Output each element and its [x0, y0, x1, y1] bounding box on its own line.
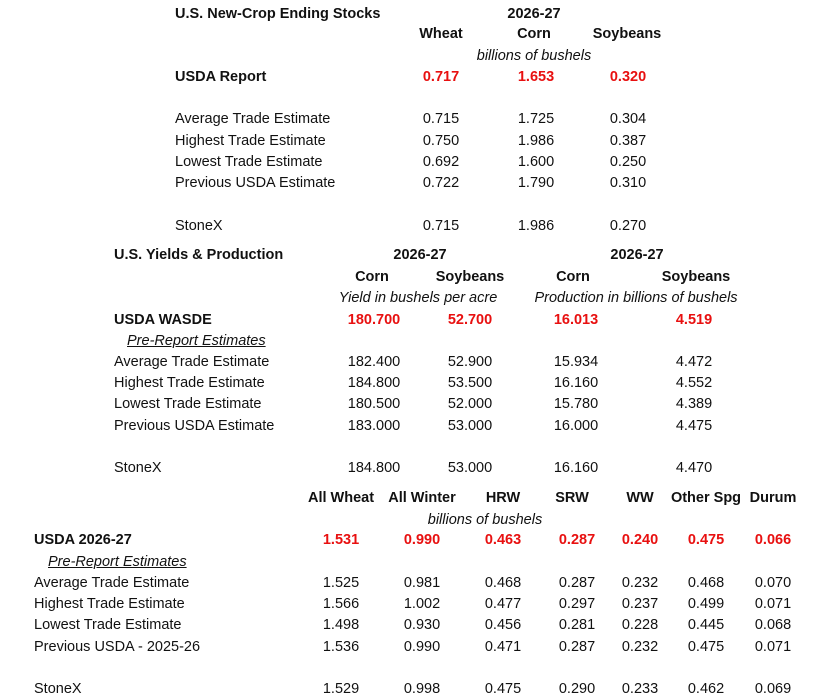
cell: 184.800 [347, 460, 401, 476]
usda-row-label: USDA Report [175, 69, 267, 85]
cell: 0.750 [422, 133, 460, 149]
col-header: Other Spg [670, 490, 742, 506]
cell: 0.445 [687, 617, 725, 633]
cell: 0.287 [558, 639, 596, 655]
cell: 0.930 [403, 617, 441, 633]
pre-report-label: Pre-Report Estimates [48, 554, 187, 570]
cell: 0.981 [403, 575, 441, 591]
cell: 0.290 [558, 681, 596, 697]
col-header: SRW [555, 490, 589, 506]
cell: 0.310 [609, 175, 647, 191]
cell: 16.160 [553, 460, 599, 476]
usda-value: 1.531 [322, 532, 360, 548]
row-label: StoneX [114, 460, 162, 476]
cell: 0.468 [687, 575, 725, 591]
cell: 53.500 [447, 375, 493, 391]
pre-report-label: Pre-Report Estimates [127, 333, 266, 349]
cell: 0.715 [422, 218, 460, 234]
cell: 0.233 [621, 681, 659, 697]
cell: 1.002 [403, 596, 441, 612]
usda-value: 0.287 [558, 532, 596, 548]
cell: 0.232 [621, 575, 659, 591]
cell: 0.071 [754, 639, 792, 655]
col-header: HRW [485, 490, 521, 506]
cell: 0.069 [754, 681, 792, 697]
cell: 0.471 [484, 639, 522, 655]
cell: 0.456 [484, 617, 522, 633]
col-header: Soybeans [592, 26, 662, 42]
cell: 16.160 [553, 375, 599, 391]
usda-value: 0.320 [609, 69, 647, 85]
row-label: StoneX [34, 681, 82, 697]
cell: 0.462 [687, 681, 725, 697]
usda-value: 0.240 [621, 532, 659, 548]
cell: 0.071 [754, 596, 792, 612]
row-label: Highest Trade Estimate [34, 596, 185, 612]
cell: 0.477 [484, 596, 522, 612]
units-label: Yield in bushels per acre [338, 290, 498, 306]
cell: 0.232 [621, 639, 659, 655]
row-label: Average Trade Estimate [175, 111, 331, 127]
cell: 1.725 [517, 111, 555, 127]
col-header: Corn [355, 269, 389, 285]
cell: 1.529 [322, 681, 360, 697]
cell: 4.475 [675, 418, 713, 434]
cell: 1.986 [517, 133, 555, 149]
row-label: StoneX [175, 218, 223, 234]
units-label: Production in billions of bushels [534, 290, 738, 306]
usda-value: 4.519 [675, 312, 713, 328]
usda-value: 180.700 [347, 312, 401, 328]
cell: 4.389 [675, 396, 713, 412]
cell: 0.722 [422, 175, 460, 191]
cell: 52.900 [447, 354, 493, 370]
usda-row-label: USDA WASDE [114, 312, 212, 328]
cell: 16.000 [553, 418, 599, 434]
cell: 4.470 [675, 460, 713, 476]
cell: 0.692 [422, 154, 460, 170]
usda-value: 0.475 [687, 532, 725, 548]
col-header: Corn [556, 269, 590, 285]
units-label: billions of bushels [476, 48, 592, 64]
usda-value: 52.700 [447, 312, 493, 328]
cell: 1.498 [322, 617, 360, 633]
cell: 4.472 [675, 354, 713, 370]
col-header: Corn [517, 26, 551, 42]
cell: 1.600 [517, 154, 555, 170]
cell: 0.068 [754, 617, 792, 633]
col-header: Soybeans [435, 269, 505, 285]
cell: 182.400 [347, 354, 401, 370]
cell: 1.790 [517, 175, 555, 191]
cell: 4.552 [675, 375, 713, 391]
cell: 1.986 [517, 218, 555, 234]
col-header: Durum [749, 490, 797, 506]
cell: 0.475 [687, 639, 725, 655]
section-title: U.S. New-Crop Ending Stocks [175, 6, 381, 22]
row-label: Highest Trade Estimate [114, 375, 265, 391]
cell: 0.287 [558, 575, 596, 591]
row-label: Highest Trade Estimate [175, 133, 326, 149]
usda-value: 0.463 [484, 532, 522, 548]
usda-value: 16.013 [553, 312, 599, 328]
row-label: Lowest Trade Estimate [34, 617, 182, 633]
cell: 0.250 [609, 154, 647, 170]
cell: 0.070 [754, 575, 792, 591]
cell: 0.228 [621, 617, 659, 633]
row-label: Previous USDA Estimate [175, 175, 336, 191]
cell: 0.304 [609, 111, 647, 127]
year-header: 2026-27 [393, 247, 447, 263]
col-header: WW [626, 490, 654, 506]
cell: 53.000 [447, 418, 493, 434]
cell: 183.000 [347, 418, 401, 434]
col-header: Wheat [419, 26, 463, 42]
cell: 1.525 [322, 575, 360, 591]
cell: 52.000 [447, 396, 493, 412]
cell: 15.780 [553, 396, 599, 412]
units-label: billions of bushels [427, 512, 543, 528]
cell: 0.468 [484, 575, 522, 591]
cell: 0.475 [484, 681, 522, 697]
usda-value: 0.990 [403, 532, 441, 548]
cell: 1.566 [322, 596, 360, 612]
row-label: Previous USDA Estimate [114, 418, 275, 434]
usda-value: 0.066 [754, 532, 792, 548]
row-label: Lowest Trade Estimate [175, 154, 323, 170]
cell: 1.536 [322, 639, 360, 655]
cell: 0.499 [687, 596, 725, 612]
col-header: All Winter [388, 490, 456, 506]
cell: 0.990 [403, 639, 441, 655]
cell: 0.270 [609, 218, 647, 234]
cell: 180.500 [347, 396, 401, 412]
cell: 0.297 [558, 596, 596, 612]
usda-value: 1.653 [517, 69, 555, 85]
usda-row-label: USDA 2026-27 [34, 532, 132, 548]
cell: 0.387 [609, 133, 647, 149]
col-header: Soybeans [661, 269, 731, 285]
year-header: 2026-27 [507, 6, 561, 22]
section-title: U.S. Yields & Production [114, 247, 284, 263]
cell: 53.000 [447, 460, 493, 476]
cell: 0.237 [621, 596, 659, 612]
cell: 184.800 [347, 375, 401, 391]
cell: 15.934 [553, 354, 599, 370]
usda-value: 0.717 [422, 69, 460, 85]
col-header: All Wheat [307, 490, 375, 506]
row-label: Lowest Trade Estimate [114, 396, 262, 412]
row-label: Average Trade Estimate [34, 575, 190, 591]
year-header: 2026-27 [610, 247, 664, 263]
row-label: Average Trade Estimate [114, 354, 270, 370]
cell: 0.715 [422, 111, 460, 127]
row-label: Previous USDA - 2025-26 [34, 639, 201, 655]
cell: 0.998 [403, 681, 441, 697]
cell: 0.281 [558, 617, 596, 633]
